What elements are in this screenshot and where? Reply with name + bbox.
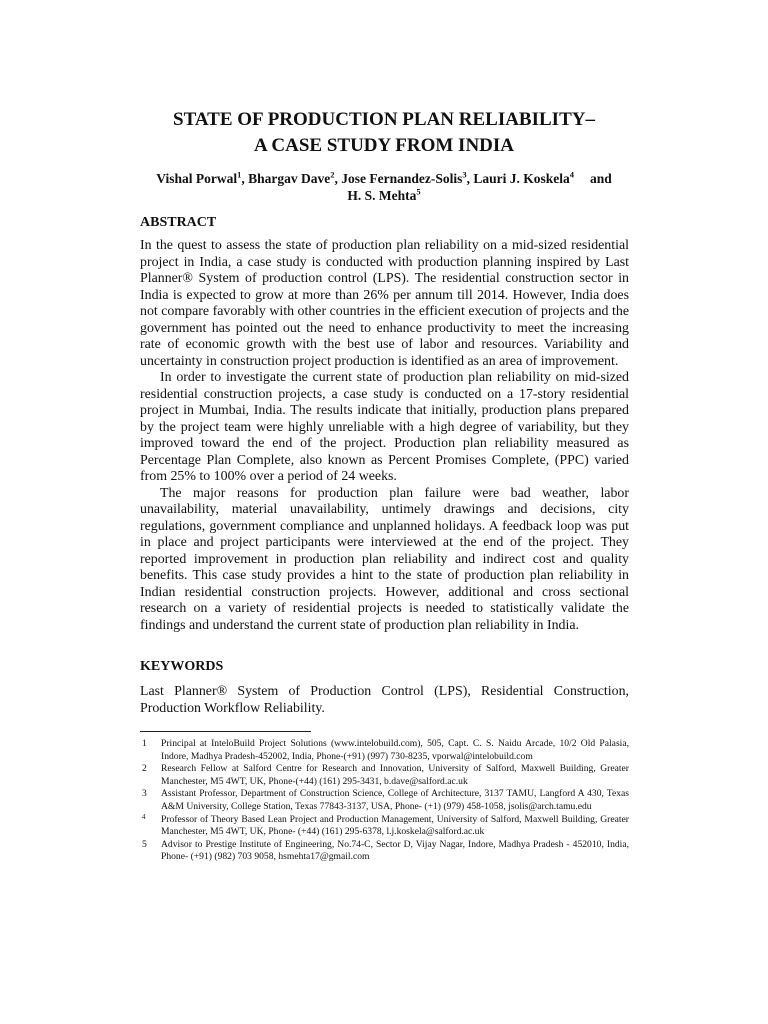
abstract-paragraph: In the quest to assess the state of production plan reliability on a mid-sized residential project in India, a case study is conducted with production planning inspired by Last Planner® System of production control (LPS). The residential construction sector in India is expected to grow at more than 26% per annum till 2014. However, India does not compare favorably with other countries in the efficient execution of projects and the government has pointed out the need to enhance productivity to meet the increasing rate of economic growth with the best use of labor and resources. Variability and uncertainty in construction project production is identified as an area of improvement. <box>140 238 629 369</box>
abstract-heading: ABSTRACT <box>140 215 217 230</box>
author-affiliation-mark: 5 <box>416 186 421 197</box>
title-line-1: STATE OF PRODUCTION PLAN RELIABILITY– <box>173 109 595 130</box>
author-affiliation-mark: 1 <box>237 169 242 180</box>
footnote-text: Assistant Professor, Department of Construction Science, College of Architecture, 3137 TAMU, Langford A 430, Texas A&M University, College Station, Texas 77843-3137, USA, Phone- (+1) (979) 458-1058, jsolis@arch.tamu.edu <box>161 788 629 812</box>
author-list <box>0 170 768 204</box>
footnote-text: Principal at InteloBuild Project Solutions (www.intelobuild.com), 505, Capt. C. S. Naidu Arcade, 10/2 Old Palasia, Indore, Madhya Pradesh-452002, India, Phone-(+91) (997) 730-8235, vporwal@intelobuild.com <box>161 738 629 762</box>
footnote-text: Research Fellow at Salford Centre for Research and Innovation, University of Salford, Maxwell Building, Greater Manchester, M5 4WT, UK, Phone-(+44) (161) 295-3431, b.dave@salford.ac.uk <box>161 763 629 787</box>
footnote <box>140 839 629 864</box>
author-name: Vishal Porwal <box>156 171 238 186</box>
author-separator: , <box>241 171 249 186</box>
author-line-1 <box>0 170 768 187</box>
paper-title <box>0 107 768 159</box>
author-affiliation-mark: 4 <box>569 169 574 180</box>
footnote-number: 5 <box>142 838 147 850</box>
footnote-number: 2 <box>142 763 147 775</box>
author-name: Jose Fernandez-Solis <box>341 171 463 186</box>
footnote-divider <box>140 731 311 732</box>
author-name: Bhargav Dave <box>248 171 331 186</box>
author-name: Lauri J. Koskela <box>473 171 570 186</box>
keywords-text: Last Planner® System of Production Control (LPS), Residential Construction, Production Workflow Reliability. <box>140 684 629 716</box>
footnote <box>140 788 629 813</box>
footnote <box>140 763 629 788</box>
title-line-2: A CASE STUDY FROM INDIA <box>253 135 515 156</box>
author-line-2 <box>0 187 768 204</box>
author-affiliation-mark: 2 <box>330 169 335 180</box>
keywords-heading: KEYWORDS <box>140 659 224 674</box>
abstract-body <box>140 238 629 634</box>
footnote <box>140 814 629 839</box>
footnote <box>140 738 629 763</box>
footnotes <box>140 738 629 864</box>
footnote-number: 3 <box>142 788 147 800</box>
author-separator: , <box>334 171 342 186</box>
author-affiliation-mark: 3 <box>462 169 467 180</box>
footnote-text: Professor of Theory Based Lean Project and Production Management, University of Salford, Maxwell Building, Greater Manchester, M5 4WT, UK, Phone- (+44) (161) 295-6378, l.j.koskela@salford.ac.uk <box>161 813 629 838</box>
footnote-number: 4 <box>142 812 146 821</box>
footnote-text: Advisor to Prestige Institute of Engineering, No.74-C, Sector D, Vijay Nagar, Indore, Madhya Pradesh - 452010, India, Phone- (+91) (982) 703 9058, hsmehta17@gmail.com <box>161 838 629 863</box>
author-and: and <box>589 171 612 186</box>
abstract-paragraph: In order to investigate the current state of production plan reliability on mid-sized residential construction projects, a case study is conducted on a 17-story residential project in Mumbai, India. The results indicate that initially, production plans prepared by the project team were highly unreliable with a high degree of variability, but they improved toward the end of the project. Production plan reliability measured as Percentage Plan Complete, also known as Percent Promises Complete, (PPC) varied from 25% to 100% over a period of 24 weeks. <box>140 370 629 484</box>
abstract-paragraph: The major reasons for production plan failure were bad weather, labor unavailability, material unavailability, untimely drawings and decisions, city regulations, government compliance and unplanned holidays. A feedback loop was put in place and project participants were interviewed at the end of the project. They reported improvement in production plan reliability and indirect cost and quality benefits. This case study provides a hint to the state of production plan reliability in Indian residential construction projects. However, additional and cross sectional research on a variety of residential projects is needed to statistically validate the findings and understand the current state of production plan reliability in India. <box>140 485 629 633</box>
footnote-number: 1 <box>142 738 147 749</box>
author-separator: , <box>466 171 474 186</box>
author-name: H. S. Mehta <box>347 188 417 203</box>
